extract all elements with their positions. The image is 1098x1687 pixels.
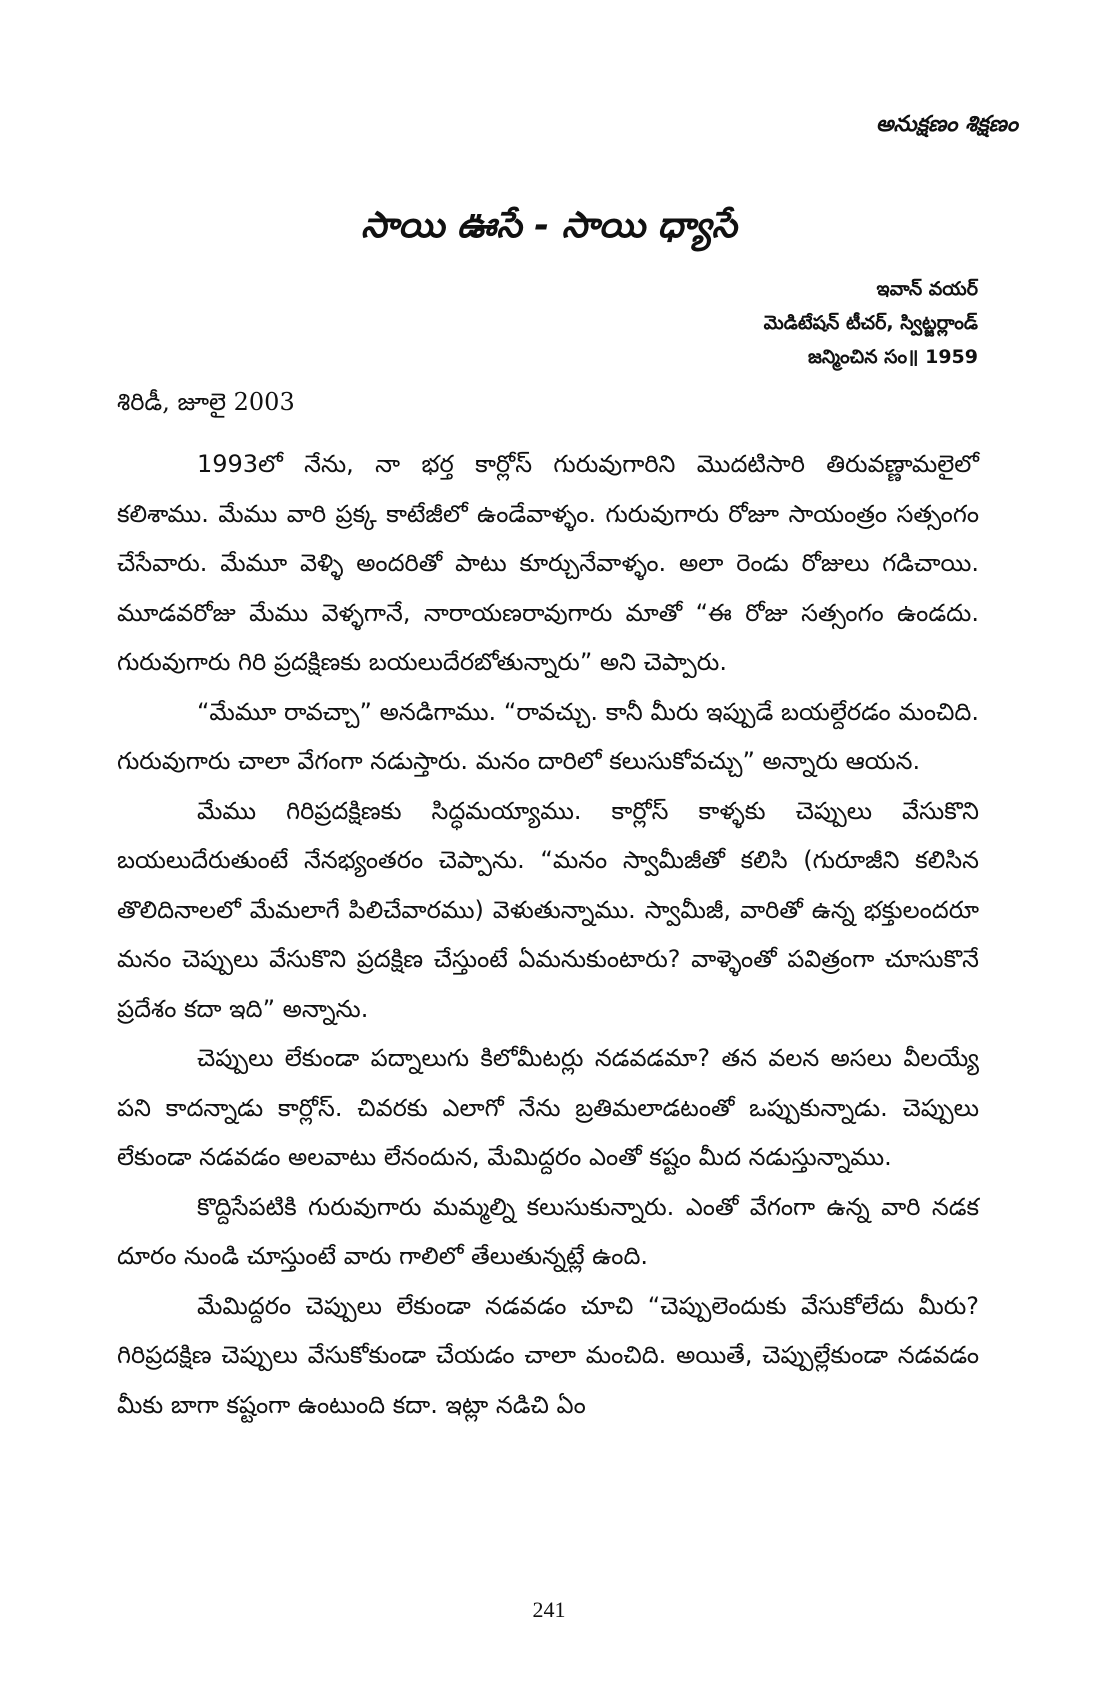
paragraph: మేము గిరిప్రదక్షిణకు సిద్ధమయ్యాము. కార్లోస్ కాళ్ళకు చెప్పులు వేసుకొని బయలుదేరుతుంటే నేనభ్యంతరం చెప్పాను. “మనం స్వామీజీతో కలిసి (గురూజీని కలిసిన తొలిదినాలలో మేమలాగే పిలిచేవారము) వెళుతున్నాము. స్వామీజీ, వారితో ఉన్న భక్తులందరూ మనం చెప్పులు వేసుకొని ప్రదక్షిణ చేస్తుంటే ఏమనుకుంటారు? వాళ్ళెంతో పవిత్రంగా చూసుకొనే ప్రదేశం కదా ఇది” అన్నాను. [117,796,979,1023]
running-header: అనుక్షణం శిక్షణం [875,112,1018,137]
paragraph: “మేమూ రావచ్చా” అనడిగాము. “రావచ్చు. కానీ మీరు ఇప్పుడే బయల్దేరడం మంచిది. గురువుగారు చాలా వేగంగా నడుస్తారు. మనం దారిలో కలుసుకోవచ్చు” అన్నారు ఆయన. [117,697,979,775]
article-body [117,440,979,1430]
byline [764,272,978,374]
dateline: శిరిడీ, జూలై 2003 [117,388,295,416]
paragraph: చెప్పులు లేకుండా పద్నాలుగు కిలోమీటర్లు నడవడమా? తన వలన అసలు వీలయ్యే పని కాదన్నాడు కార్లోస్. చివరకు ఎలాగో నేను బ్రతిమలాడటంతో ఒప్పుకున్నాడు. చెప్పులు లేకుండా నడవడం అలవాటు లేనందున, మేమిద్దరం ఎంతో కష్టం మీద నడుస్తున్నాము. [117,1044,979,1171]
paragraph: 1993లో నేను, నా భర్త కార్లోస్ గురువుగారిని మొదటిసారి తిరువణ్ణామలైలో కలిశాము. మేము వారి ప్రక్క కాటేజీలో ఉండేవాళ్ళం. గురువుగారు రోజూ సాయంత్రం సత్సంగం చేసేవారు. మేమూ వెళ్ళి అందరితో పాటు కూర్చునేవాళ్ళం. అలా రెండు రోజులు గడిచాయి. మూడవరోజు మేము వెళ్ళగానే, నారాయణరావుగారు మాతో “ఈ రోజు సత్సంగం ఉండదు. గురువుగారు గిరి ప్రదక్షిణకు బయలుదేరబోతున్నారు” అని చెప్పారు. [117,450,979,676]
author-name: ఇవాన్ వయర్ [876,278,978,300]
author-role: మెడిటేషన్ టీచర్, స్విట్జర్లాండ్ [763,312,978,334]
page-number: 241 [532,1597,566,1622]
paragraph: కొద్దిసేపటికి గురువుగారు మమ్మల్ని కలుసుకున్నారు. ఎంతో వేగంగా ఉన్న వారి నడక దూరం నుండి చూస్తుంటే వారు గాలిలో తేలుతున్నట్లే ఉంది. [117,1192,979,1270]
article-title: సాయి ఊసే - సాయి ధ్యాసే [361,205,737,246]
author-birth-year: జన్మించిన సం॥ 1959 [808,346,978,368]
paragraph: మేమిద్దరం చెప్పులు లేకుండా నడవడం చూచి “చెప్పులెందుకు వేసుకోలేదు మీరు? గిరిప్రదక్షిణ చెప్పులు వేసుకోకుండా చేయడం చాలా మంచిది. అయితే, చెప్పుల్లేకుండా నడవడం మీకు బాగా కష్టంగా ఉంటుంది కదా. ఇట్లా నడిచి ఏం [117,1291,979,1419]
